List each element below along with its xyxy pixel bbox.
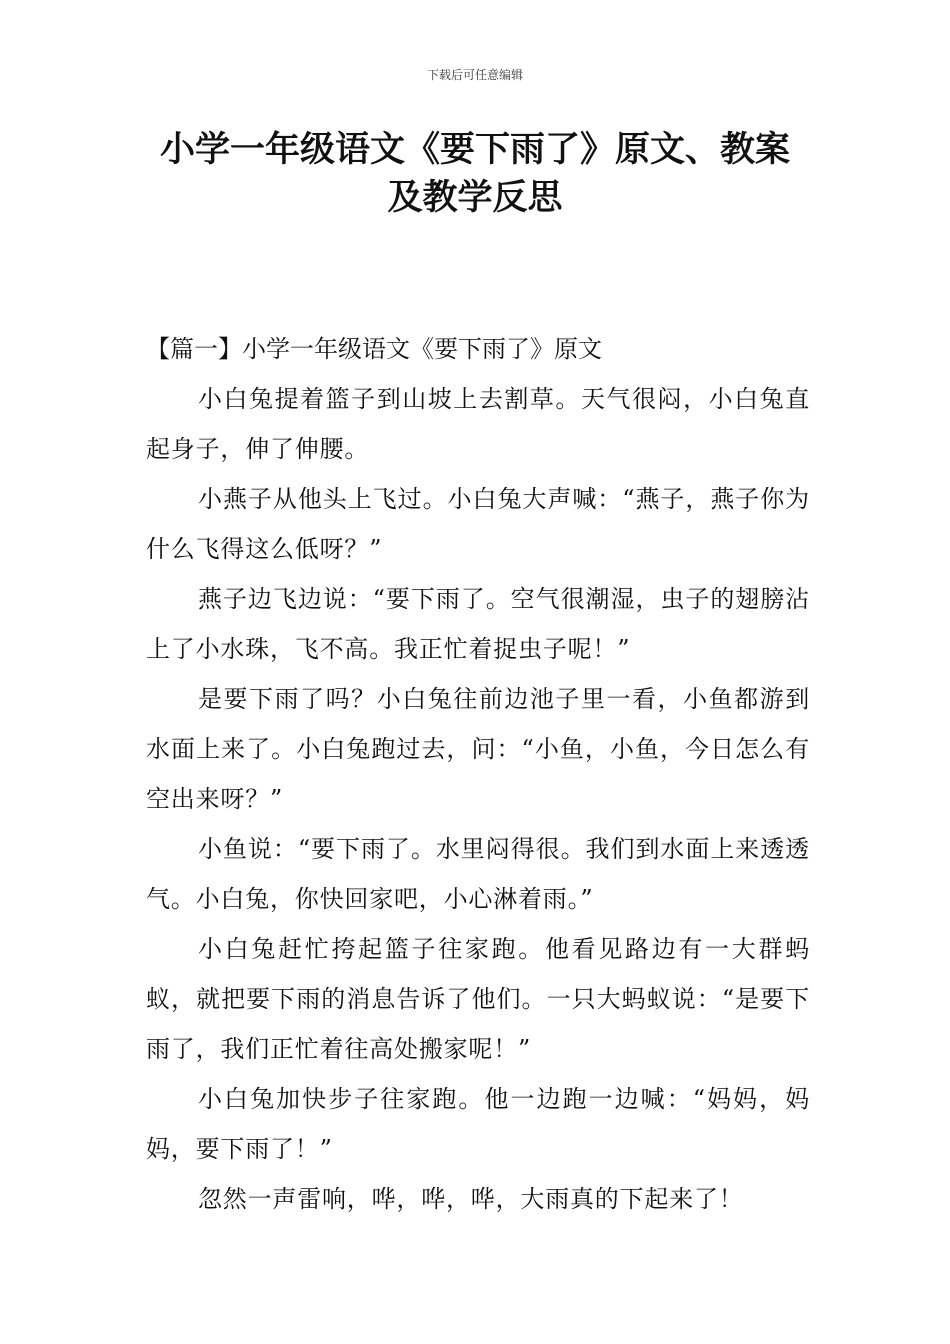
title-line-1: 小学一年级语文《要下雨了》原文、教案 [159, 130, 790, 170]
paragraph: 燕子边飞边说：“要下雨了。空气很潮湿，虫子的翅膀沾上了小水珠，飞不高。我正忙着捉虫子呢！” [146, 585, 810, 663]
header-note: 下载后可任意编辑 [426, 68, 523, 82]
title-line-2: 及教学反思 [387, 178, 563, 218]
paragraph: 小燕子从他头上飞过。小白兔大声喊：“燕子，燕子你为什么飞得这么低呀？” [146, 485, 810, 563]
document-body [146, 324, 810, 1224]
paragraph: 是要下雨了吗？小白兔往前边池子里一看，小鱼都游到水面上来了。小白兔跑过去，问：“小鱼，小鱼，今日怎么有空出来呀？” [146, 685, 810, 813]
paragraph: 小白兔提着篮子到山坡上去割草。天气很闷，小白兔直起身子，伸了伸腰。 [146, 385, 810, 463]
paragraph: 小白兔加快步子往家跑。他一边跑一边喊：“妈妈，妈妈，要下雨了！” [146, 1085, 810, 1163]
paragraph: 小白兔赶忙挎起篮子往家跑。他看见路边有一大群蚂蚁，就把要下雨的消息告诉了他们。一只大蚂蚁说：“是要下雨了，我们正忙着往高处搬家呢！” [146, 935, 810, 1063]
document-title [120, 126, 830, 222]
section-heading: 【篇一】小学一年级语文《要下雨了》原文 [146, 335, 602, 363]
paragraph: 小鱼说：“要下雨了。水里闷得很。我们到水面上来透透气。小白兔，你快回家吧，小心淋着雨。” [146, 835, 810, 913]
paragraph: 忽然一声雷响，哗，哗，哗，大雨真的下起来了！ [198, 1185, 744, 1213]
